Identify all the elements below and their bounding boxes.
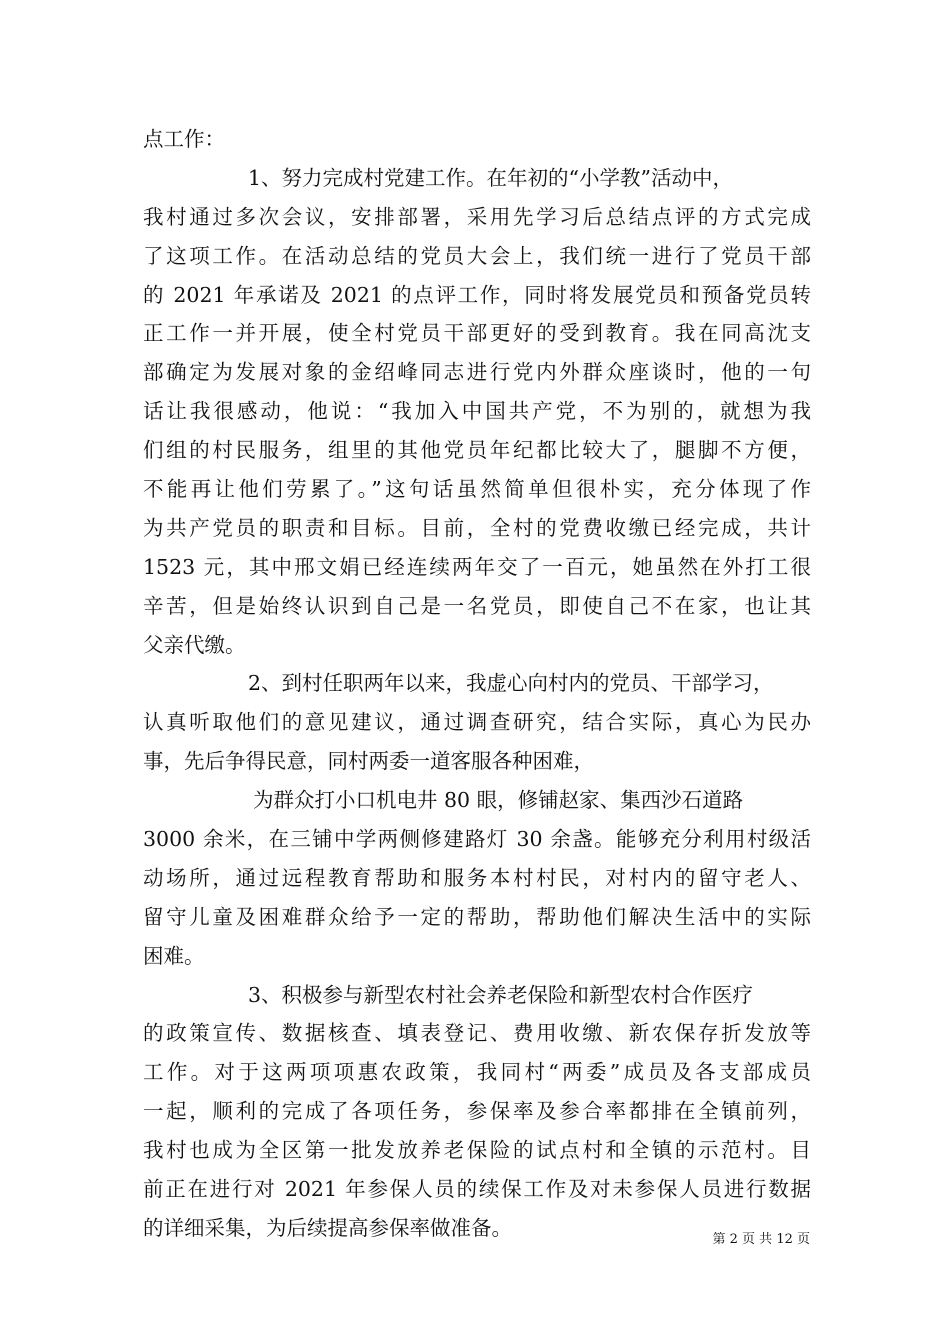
text-line: 不能再让他们劳累了。”这句话虽然简单但很朴实，充分体现了作 [143, 477, 811, 502]
text-line: 前正在进行对 2021 年参保人员的续保工作及对未参保人员进行数据 [143, 1177, 811, 1202]
text-line: 为群众打小口机电井 80 眼，修铺赵家、集西沙石道路 [253, 788, 744, 813]
text-line: 我村通过多次会议，安排部署，采用先学习后总结点评的方式完成 [143, 204, 811, 229]
text-line: 部确定为发展对象的金绍峰同志进行党内外群众座谈时，他的一句 [143, 360, 811, 385]
text-line: 点工作： [143, 127, 225, 151]
page-number-footer: 第 2 页 共 12 页 [712, 1232, 810, 1247]
text-line: 了这项工作。在活动总结的党员大会上，我们统一进行了党员干部 [143, 243, 811, 268]
text-line: 我村也成为全区第一批发放养老保险的试点村和全镇的示范村。目 [143, 1138, 811, 1163]
text-line: 的政策宣传、数据核查、填表登记、费用收缴、新农保存折发放等 [143, 1021, 811, 1046]
text-line: 话让我很感动，他说：“我加入中国共产党，不为别的，就想为我 [143, 399, 811, 424]
text-line: 认真听取他们的意见建议，通过调查研究，结合实际，真心为民办 [143, 710, 811, 735]
text-line: 1、努力完成村党建工作。在年初的“小学教”活动中， [248, 165, 734, 190]
text-line: 的详细采集，为后续提高参保率做准备。 [143, 1215, 512, 1240]
text-line: 2、到村任职两年以来，我虚心向村内的党员、干部学习， [248, 671, 774, 696]
body-text [143, 120, 811, 1248]
text-line: 事，先后争得民意，同村两委一道客服各种困难， [143, 749, 594, 774]
text-line: 辛苦，但是始终认识到自己是一名党员，即使自己不在家，也让其 [143, 593, 811, 618]
text-line: 留守儿童及困难群众给予一定的帮助，帮助他们解决生活中的实际 [143, 904, 811, 929]
text-line: 动场所，通过远程教育帮助和服务本村村民，对村内的留守老人、 [143, 865, 811, 890]
text-line: 工作。对于这两项项惠农政策，我同村“两委”成员及各支部成员 [143, 1060, 811, 1085]
text-line: 3000 余米，在三铺中学两侧修建路灯 30 余盏。能够充分利用村级活 [143, 827, 811, 852]
text-line: 的 2021 年承诺及 2021 的点评工作，同时将发展党员和预备党员转 [143, 282, 811, 307]
text-line: 为共产党员的职责和目标。目前，全村的党费收缴已经完成，共计 [143, 515, 811, 540]
text-line: 正工作一并开展，使全村党员干部更好的受到教育。我在同高沈支 [143, 321, 811, 346]
text-line: 一起，顺利的完成了各项任务，参保率及参合率都排在全镇前列， [143, 1099, 811, 1124]
text-line: 们组的村民服务，组里的其他党员年纪都比较大了，腿脚不方便， [143, 438, 811, 463]
text-line: 困难。 [143, 943, 205, 968]
text-line: 父亲代缴。 [143, 632, 246, 657]
text-line: 3、积极参与新型农村社会养老保险和新型农村合作医疗 [248, 982, 754, 1007]
text-line: 1523 元，其中邢文娟已经连续两年交了一百元，她虽然在外打工很 [143, 554, 811, 579]
